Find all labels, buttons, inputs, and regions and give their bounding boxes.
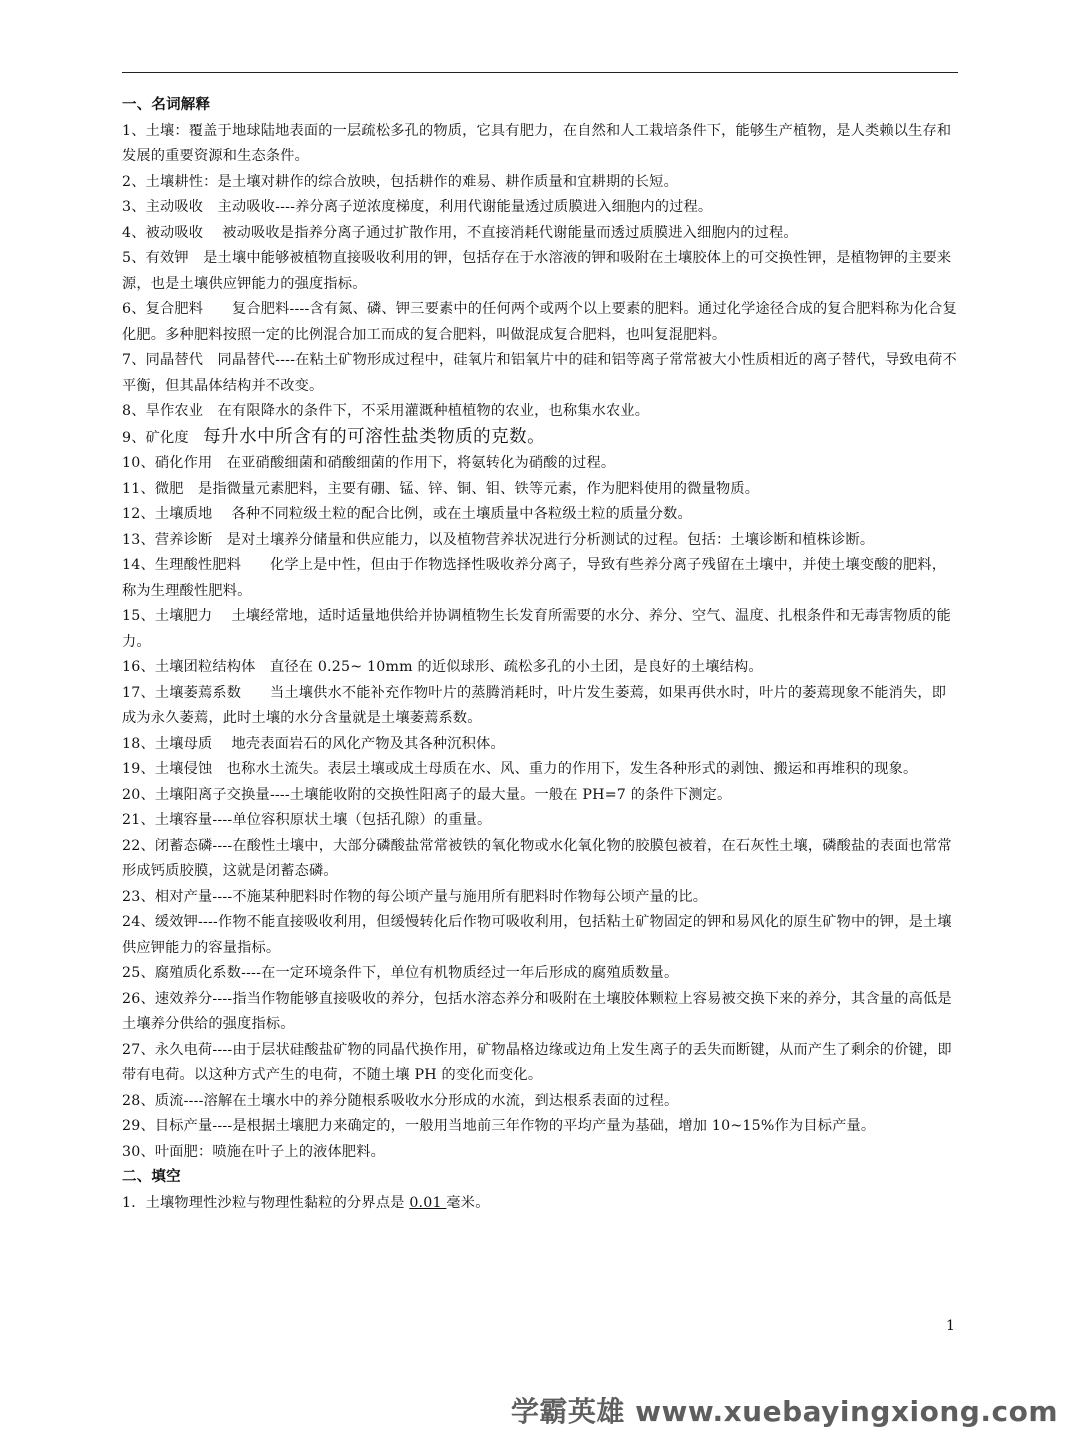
definition-item: 13、营养诊断 是对土壤养分储量和供应能力，以及植物营养状况进行分析测试的过程。包括：土壤诊断和植株诊断。 bbox=[122, 531, 875, 548]
fill-blank-question-1 bbox=[122, 1191, 958, 1217]
definition-item: 22、闭蓄态磷----在酸性土壤中，大部分磷酸盐常常被铁的氧化物或水化氧化物的胶膜包被着，在石灰性土壤，磷酸盐的表面也常常形成钙质胶膜，这就是闭蓄态磷。 bbox=[122, 837, 952, 879]
definition-item-9 bbox=[122, 425, 958, 452]
definition-item: 28、质流----溶解在土壤水中的养分随根系吸收水分形成的水流，到达根系表面的过程。 bbox=[122, 1092, 679, 1109]
definition-item: 17、土壤萎蔫系数 当土壤供水不能补充作物叶片的蒸腾消耗时，叶片发生萎蔫，如果再供水时，叶片的萎蔫现象不能消失，即成为永久萎蔫，此时土壤的水分含量就是土壤萎蔫系数。 bbox=[122, 684, 947, 726]
definition-item: 6、复合肥料 复合肥料----含有氮、磷、钾三要素中的任何两个或两个以上要素的肥料。通过化学途径合成的复合肥料称为化合复化肥。多种肥料按照一定的比例混合加工而成的复合肥料，叫做混成复合肥料，也叫复混肥料。 bbox=[122, 301, 957, 343]
definition-item: 23、相对产量----不施某种肥料时作物的每公顷产量与施用所有肥料时作物每公顷产量的比。 bbox=[122, 888, 708, 905]
definition-list-a bbox=[122, 119, 958, 425]
definition-item: 25、腐殖质化系数----在一定环境条件下，单位有机物质经过一年后形成的腐殖质数量。 bbox=[122, 965, 679, 981]
definition-item: 24、缓效钾----作物不能直接吸收利用，但缓慢转化后作物可吸收利用，包括粘土矿物固定的钾和易风化的原生矿物中的钾，是土壤供应钾能力的容量指标。 bbox=[122, 914, 952, 956]
definition-item: 20、土壤阳离子交换量----土壤能收附的交换性阳离子的最大量。一般在 PH=7 的条件下测定。 bbox=[122, 786, 732, 803]
definition-item: 21、土壤容量----单位容积原状土壤（包括孔隙）的重量。 bbox=[122, 812, 492, 828]
definition-item: 1、土壤：覆盖于地球陆地表面的一层疏松多孔的物质，它具有肥力，在自然和人工栽培条件下，能够生产植物，是人类赖以生存和发展的重要资源和生态条件。 bbox=[122, 122, 952, 164]
section-heading-fill-blank: 二、填空 bbox=[122, 1169, 181, 1185]
definition-item: 18、土壤母质 地壳表面岩石的风化产物及其各种沉积体。 bbox=[122, 735, 505, 752]
document-body bbox=[122, 93, 958, 1216]
question-answer: 0.01 bbox=[409, 1194, 447, 1211]
definition-item: 29、目标产量----是根据土壤肥力来确定的，一般用当地前三年作物的平均产量为基础，增加 10~15%作为目标产量。 bbox=[122, 1118, 876, 1134]
question-unit: 毫米。 bbox=[446, 1194, 490, 1211]
definition-item: 14、生理酸性肥料 化学上是中性，但由于作物选择性吸收养分离子，导致有些养分离子残留在土壤中，并使土壤变酸的肥料，称为生理酸性肥料。 bbox=[122, 557, 947, 599]
item-9-label: 9、矿化度 bbox=[122, 429, 204, 446]
page-number: 1 bbox=[946, 1318, 955, 1334]
definition-item: 16、土壤团粒结构体 直径在 0.25~ 10mm 的近似球形、疏松多孔的小土团，是良好的土壤结构。 bbox=[122, 659, 763, 675]
definition-item: 7、同晶替代 同晶替代----在粘土矿物形成过程中，硅氧片和铝氧片中的硅和铝等离子常常被大小性质相近的离子替代，导致电荷不平衡，但其晶体结构并不改变。 bbox=[122, 352, 957, 394]
definition-item: 11、微肥 是指微量元素肥料，主要有硼、锰、锌、铜、钼、铁等元素，作为肥料使用的微量物质。 bbox=[122, 480, 760, 497]
definition-item: 8、旱作农业 在有限降水的条件下，不采用灌溉种植植物的农业，也称集水农业。 bbox=[122, 403, 650, 419]
definition-item: 30、叶面肥：喷施在叶子上的液体肥料。 bbox=[122, 1143, 386, 1160]
question-text: 1．土壤物理性沙粒与物理性黏粒的分界点是 bbox=[122, 1194, 410, 1211]
definition-item: 19、土壤侵蚀 也称水土流失。表层土壤或成土母质在水、风、重力的作用下，发生各种形式的剥蚀、搬运和再堆积的现象。 bbox=[122, 761, 918, 777]
definition-item: 3、主动吸收 主动吸收----养分离子逆浓度梯度，利用代谢能量透过质膜进入细胞内的过程。 bbox=[122, 199, 713, 215]
definition-item: 27、永久电荷----由于层状硅酸盐矿物的同晶代换作用，矿物晶格边缘或边角上发生离子的丢失而断键，从而产生了剩余的价键，即带有电荷。以这种方式产生的电荷，不随土壤 PH 的变化而变化。 bbox=[122, 1041, 952, 1083]
definition-item: 2、土壤耕性：是土壤对耕作的综合放映，包括耕作的难易、耕作质量和宜耕期的长短。 bbox=[122, 173, 678, 190]
item-9-text: 每升水中所含有的可溶性盐类物质的克数。 bbox=[203, 426, 546, 447]
watermark: 学霸英雄 www.xuebayingxiong.com bbox=[510, 1395, 1058, 1428]
definition-item: 10、硝化作用 在亚硝酸细菌和硝酸细菌的作用下，将氨转化为硝酸的过程。 bbox=[122, 455, 616, 471]
definition-item: 26、速效养分----指当作物能够直接吸收的养分，包括水溶态养分和吸附在土壤胶体颗粒上容易被交换下来的养分，其含量的高低是土壤养分供给的强度指标。 bbox=[122, 990, 952, 1032]
section-heading-definitions: 一、名词解释 bbox=[122, 97, 211, 113]
definition-item: 4、被动吸收 被动吸收是指养分离子通过扩散作用，不直接消耗代谢能量而透过质膜进入细胞内的过程。 bbox=[122, 224, 798, 241]
definition-list-b bbox=[122, 451, 958, 1165]
definition-item: 15、土壤肥力 土壤经常地，适时适量地供给并协调植物生长发育所需要的水分、养分、空气、温度、扎根条件和无毒害物质的能力。 bbox=[122, 608, 951, 650]
definition-item: 5、有效钾 是土壤中能够被植物直接吸收利用的钾，包括存在于水溶液的钾和吸附在土壤胶体上的可交换性钾，是植物钾的主要来源，也是土壤供应钾能力的强度指标。 bbox=[122, 250, 952, 292]
definition-item: 12、土壤质地 各种不同粒级土粒的配合比例，或在土壤质量中各粒级土粒的质量分数。 bbox=[122, 506, 692, 522]
top-rule bbox=[122, 72, 958, 73]
